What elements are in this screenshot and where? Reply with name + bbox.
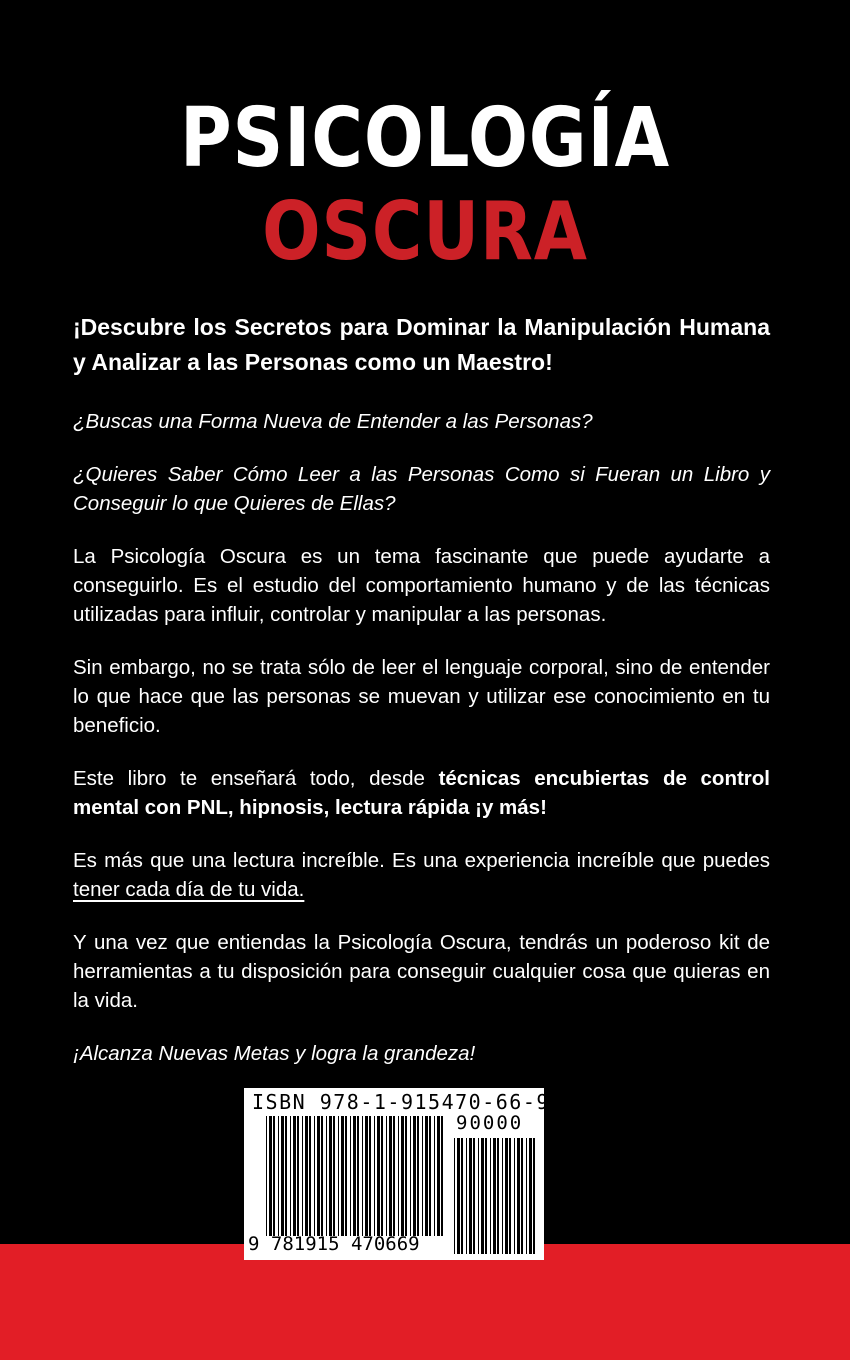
barcode-ean-number: 9 781915 470669 bbox=[248, 1233, 420, 1255]
paragraph-3 bbox=[73, 764, 770, 822]
question-2: ¿Quieres Saber Cómo Leer a las Personas Como si Fueran un Libro y Conseguir lo que Quieres de Ellas? bbox=[73, 463, 770, 515]
paragraph-2: Sin embargo, no se trata sólo de leer el lenguaje corporal, sino de entender lo que hace que las personas se muevan y utilizar ese conocimiento en tu beneficio. bbox=[73, 656, 770, 737]
isbn-text: ISBN 978-1-915470-66-9 bbox=[252, 1090, 550, 1114]
question-1: ¿Buscas una Forma Nueva de Entender a las Personas? bbox=[73, 410, 593, 433]
paragraph-3-lead: Este libro te enseñará todo, desde bbox=[73, 767, 439, 790]
isbn-barcode bbox=[244, 1088, 550, 1260]
paragraph-4-lead: Es más que una lectura increíble. Es una experiencia increíble que puedes bbox=[73, 849, 770, 872]
title-line-1: PSICOLOGÍA bbox=[179, 91, 671, 186]
barcode-addon-number: 90000 bbox=[456, 1112, 524, 1134]
red-bottom-band bbox=[0, 1244, 850, 1360]
headline: ¡Descubre los Secretos para Dominar la Manipulación Humana y Analizar a las Personas como un Maestro! bbox=[73, 314, 770, 375]
paragraph-3-bold: técnicas encubiertas de control mental con PNL, hipnosis, lectura rápida ¡y más! bbox=[73, 767, 770, 819]
paragraph-5: Y una vez que entiendas la Psicología Oscura, tendrás un poderoso kit de herramientas a tu disposición para conseguir cualquier cosa que quieras en la vida. bbox=[73, 931, 770, 1012]
paragraph-1: La Psicología Oscura es un tema fascinante que puede ayudarte a conseguirlo. Es el estudio del comportamiento humano y de las técnicas utilizadas para influir, controlar y manipular a las personas. bbox=[73, 545, 770, 626]
paragraph-4 bbox=[73, 846, 770, 904]
paragraph-4-underlined: tener cada día de tu vida. bbox=[73, 878, 305, 901]
closing-line: ¡Alcanza Nuevas Metas y logra la grandeza! bbox=[73, 1042, 476, 1065]
blurb bbox=[73, 310, 770, 1092]
title-line-2: OSCURA bbox=[262, 185, 588, 278]
